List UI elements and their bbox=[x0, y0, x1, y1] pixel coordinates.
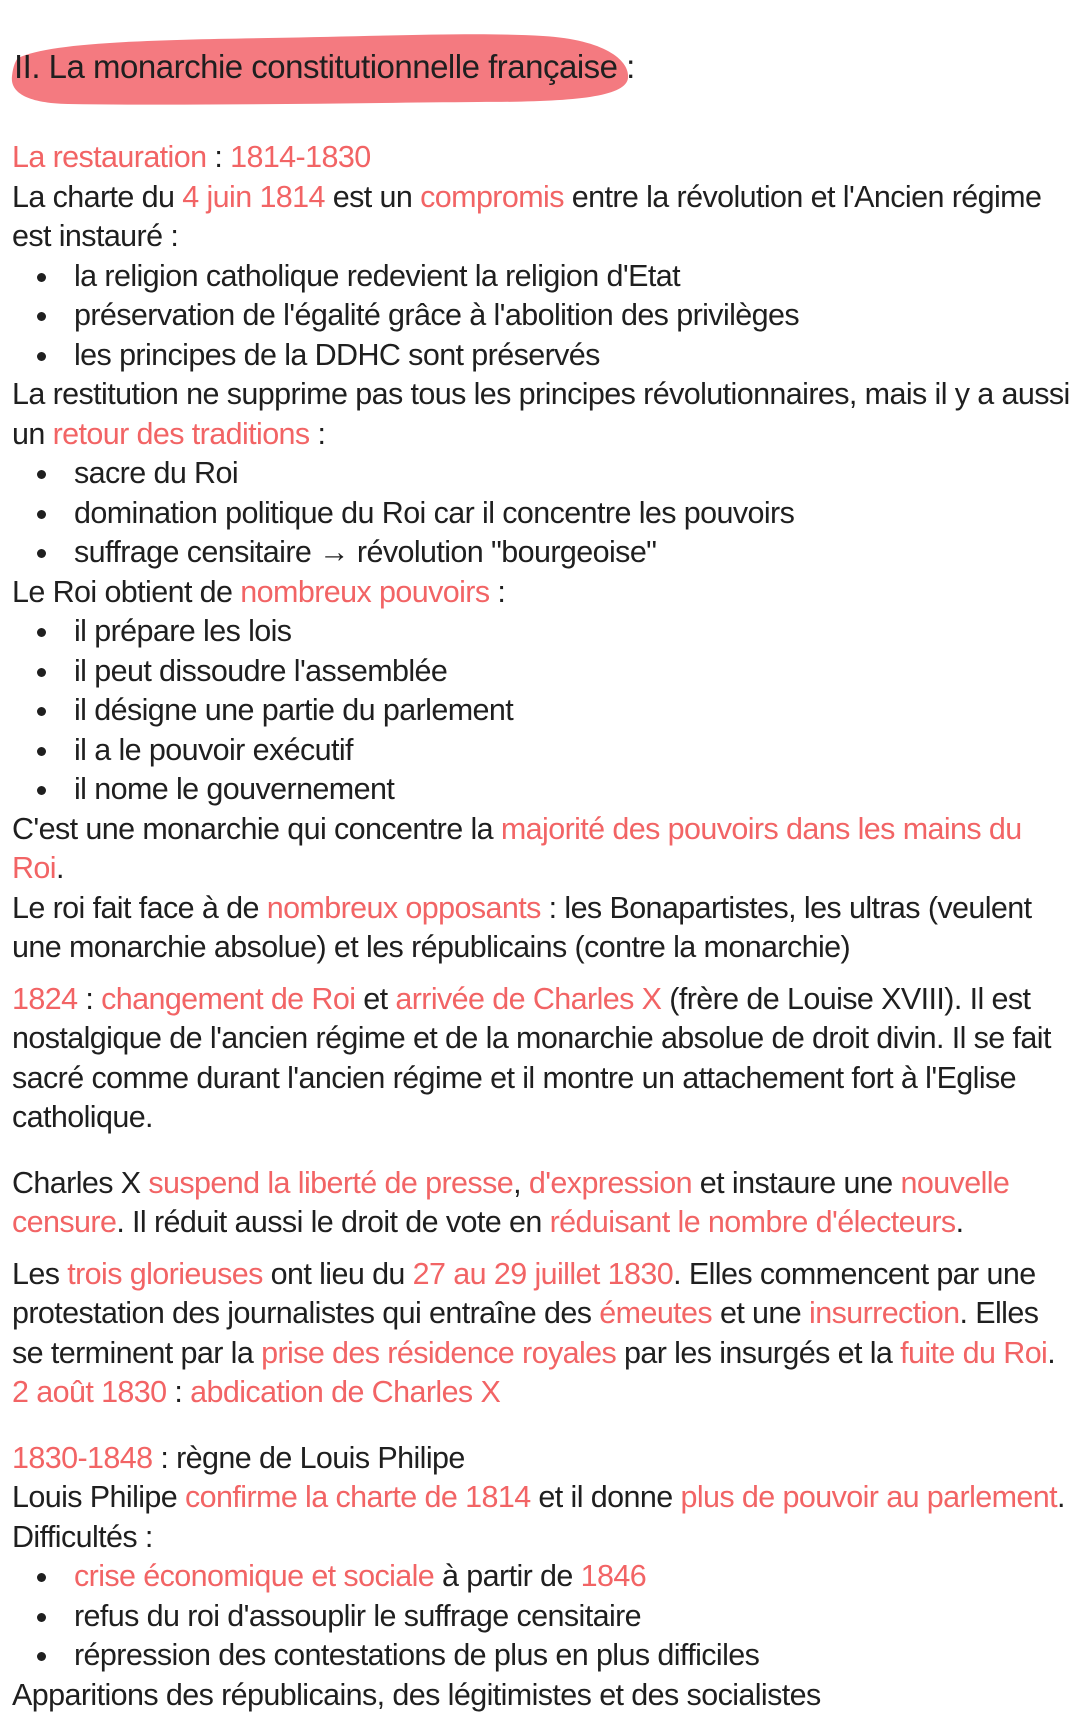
list-item: sacre du Roi bbox=[64, 454, 1072, 494]
section-heading-louis-philipe: 1830-1848 : règne de Louis Philipe bbox=[12, 1440, 465, 1475]
list-item: répression des contestations de plus en plus difficiles bbox=[64, 1636, 1072, 1676]
list-item: domination politique du Roi car il concentre les pouvoirs bbox=[64, 494, 1072, 534]
list-item: refus du roi d'assouplir le suffrage censitaire bbox=[64, 1597, 1072, 1637]
title-highlight bbox=[8, 18, 638, 106]
paragraph-abdication: 2 août 1830 : abdication de Charles X bbox=[12, 1375, 501, 1409]
list-difficultes bbox=[12, 1557, 1072, 1676]
list-charte bbox=[12, 257, 1072, 376]
list-item: il peut dissoudre l'assemblée bbox=[64, 652, 1072, 692]
list-item: il désigne une partie du parlement bbox=[64, 691, 1072, 731]
paragraph-louis-philipe: Louis Philipe confirme la charte de 1814 et il donne plus de pouvoir au parlement. bbox=[12, 1480, 1065, 1514]
list-item: il nome le gouvernement bbox=[64, 770, 1072, 810]
paragraph-restitution: La restitution ne supprime pas tous les principes révolutionnaires, mais il y a aussi un retour des traditions : bbox=[12, 377, 1070, 451]
paragraph-censure: Charles X suspend la liberté de presse, d'expression et instaure une nouvelle censure. Il réduit aussi le droit de vote en réduisant le nombre d'électeurs. bbox=[12, 1165, 1010, 1239]
paragraph-monarchie: C'est une monarchie qui concentre la majorité des pouvoirs dans les mains du Roi. bbox=[12, 811, 1022, 885]
paragraph-trois-glorieuses: Les trois glorieuses ont lieu du 27 au 29 juillet 1830. Elles commencent par une protestation des journalistes qui entraîne des émeutes et une insurrection. Elles se terminent par la prise des résidence royales par les insurgés et la fuite du Roi. bbox=[12, 1256, 1056, 1370]
notes-body bbox=[12, 138, 1072, 1715]
page-title: II. La monarchie constitutionnelle française : bbox=[14, 48, 635, 85]
list-item: il a le pouvoir exécutif bbox=[64, 731, 1072, 771]
paragraph-opposants: Le roi fait face à de nombreux opposants : les Bonapartistes, les ultras (veulent une monarchie absolue) et les républicains (contre la monarchie) bbox=[12, 890, 1032, 964]
list-item: il prépare les lois bbox=[64, 612, 1072, 652]
list-traditions bbox=[12, 454, 1072, 573]
paragraph-pouvoirs: Le Roi obtient de nombreux pouvoirs : bbox=[12, 574, 506, 609]
list-item: crise économique et sociale à partir de 1846 bbox=[64, 1557, 1072, 1597]
heading-red: La restauration bbox=[12, 140, 207, 174]
paragraph-difficultes: Difficultés : bbox=[12, 1519, 153, 1554]
paragraph-charte: La charte du 4 juin 1814 est un compromis entre la révolution et l'Ancien régime est instauré : bbox=[12, 179, 1042, 253]
paragraph-apparitions: Apparitions des républicains, des légitimistes et des socialistes bbox=[12, 1677, 821, 1712]
heading-years: 1814-1830 bbox=[230, 140, 371, 174]
section-heading-restauration: La restauration : 1814-1830 bbox=[12, 140, 371, 174]
list-pouvoirs bbox=[12, 612, 1072, 810]
paragraph-1824: 1824 : changement de Roi et arrivée de Charles X (frère de Louise XVIII). Il est nostalgique de l'ancien régime et de la monarchie absolue de droit divin. Il se fait sacré comme durant l'ancien régime et il montre un attachement fort à l'Eglise catholique. bbox=[12, 981, 1051, 1134]
list-item: suffrage censitaire → révolution "bourgeoise" bbox=[64, 533, 1072, 573]
list-item: la religion catholique redevient la religion d'Etat bbox=[64, 257, 1072, 297]
list-item: préservation de l'égalité grâce à l'abolition des privilèges bbox=[64, 296, 1072, 336]
list-item: les principes de la DDHC sont préservés bbox=[64, 336, 1072, 376]
